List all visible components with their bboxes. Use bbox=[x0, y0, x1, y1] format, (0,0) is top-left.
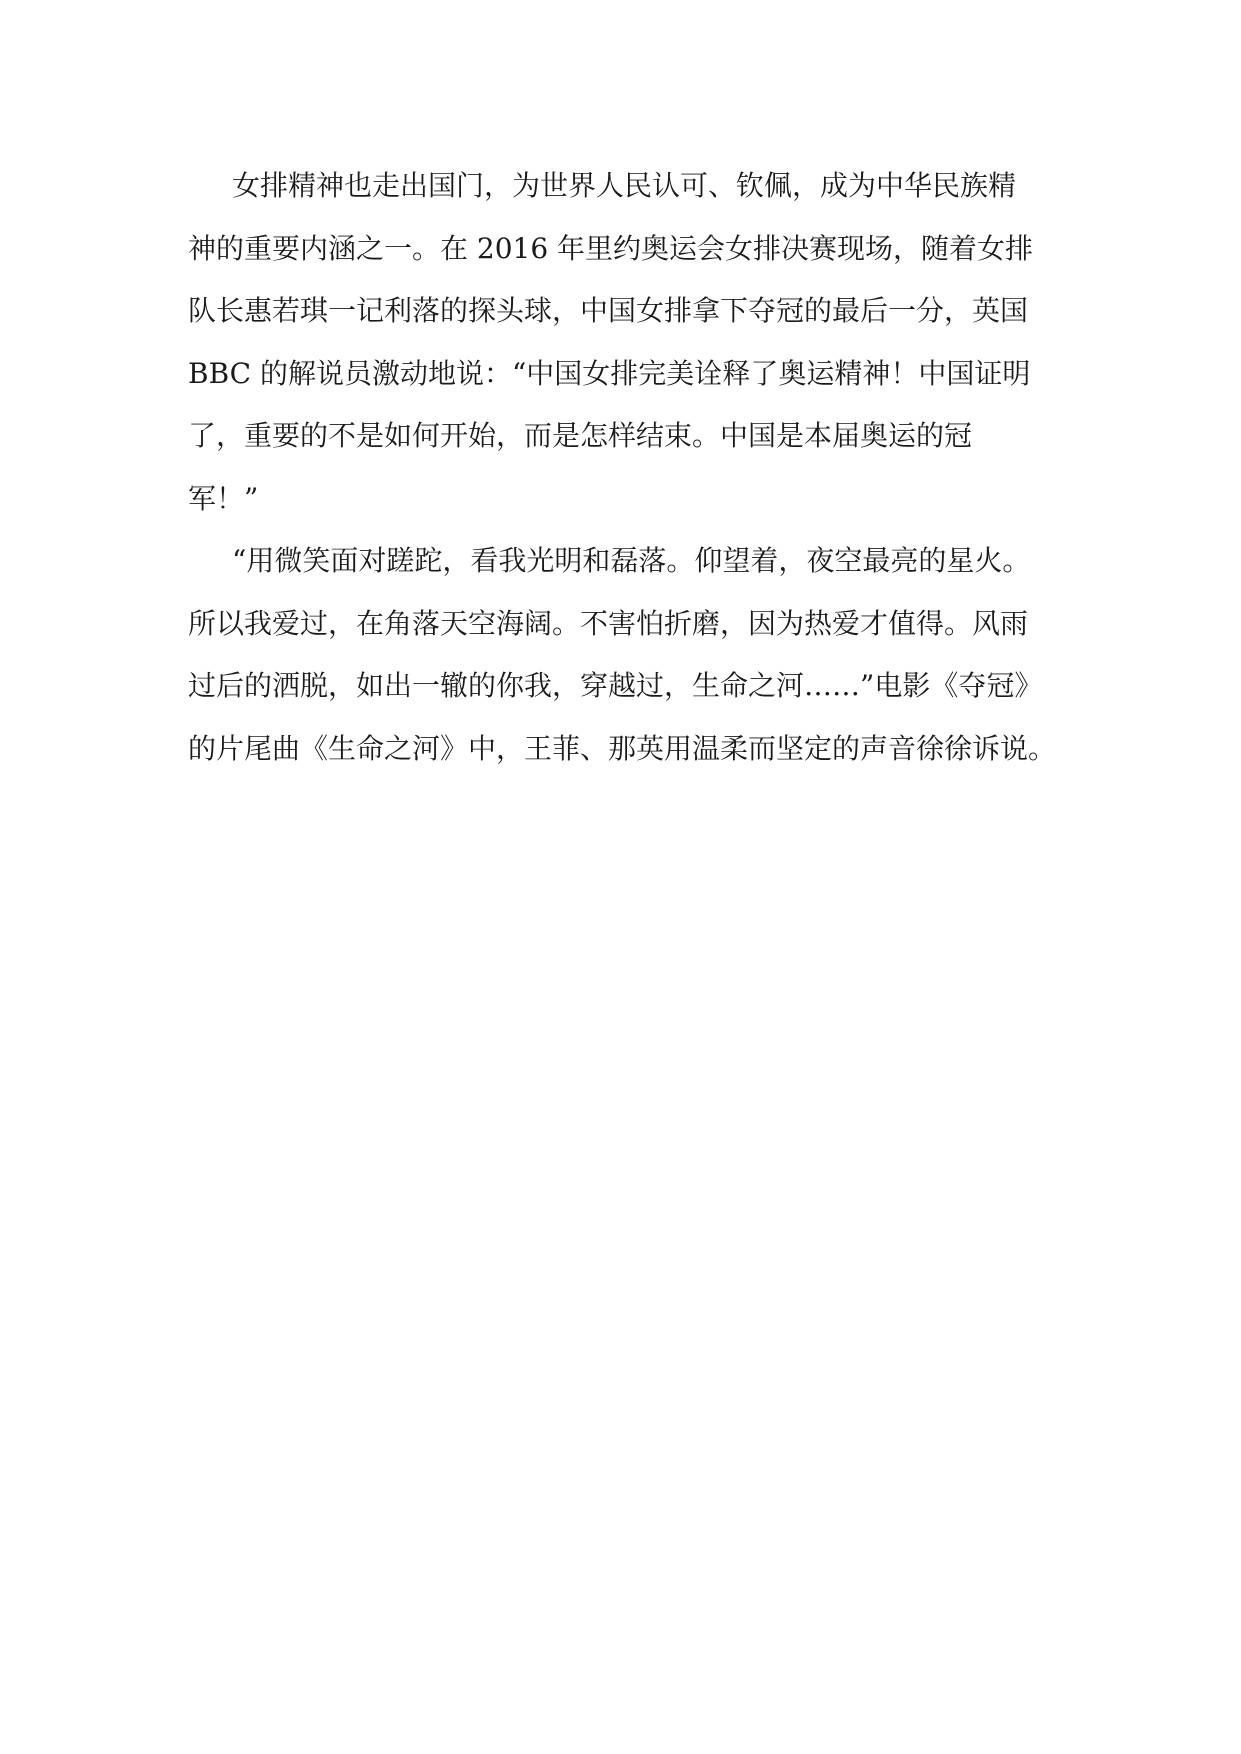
text-line: BBC 的解说员激动地说：“中国女排完美诠释了奥运精神！中国证明 bbox=[188, 356, 1031, 390]
paragraph-1 bbox=[188, 155, 1058, 530]
text-line: 的片尾曲《生命之河》中，王菲、那英用温柔而坚定的声音徐徐诉说。 bbox=[188, 731, 1057, 765]
text-line: 了，重要的不是如何开始，而是怎样结束。中国是本届奥运的冠 bbox=[188, 419, 973, 452]
paragraph-2 bbox=[188, 530, 1058, 780]
text-line: 神的重要内涵之一。在 2016 年里约奥运会女排决赛现场，随着女排 bbox=[188, 231, 1034, 265]
text-line: 过后的洒脱，如出一辙的你我，穿越过，生命之河……”电影《夺冠》 bbox=[188, 669, 1043, 702]
text-line: 所以我爱过，在角落天空海阔。不害怕折磨，因为热爱才值得。风雨 bbox=[188, 606, 1029, 640]
text-line: 女排精神也走出国门，为世界人民认可、钦佩，成为中华民族精 bbox=[232, 169, 1017, 202]
text-line: 军！” bbox=[188, 481, 259, 515]
text-line: 队长惠若琪一记利落的探头球，中国女排拿下夺冠的最后一分，英国 bbox=[188, 294, 1029, 327]
text-line: “用微笑面对蹉跎，看我光明和磊落。仰望着，夜空最亮的星火。 bbox=[232, 544, 1031, 577]
document-body bbox=[188, 155, 1058, 780]
